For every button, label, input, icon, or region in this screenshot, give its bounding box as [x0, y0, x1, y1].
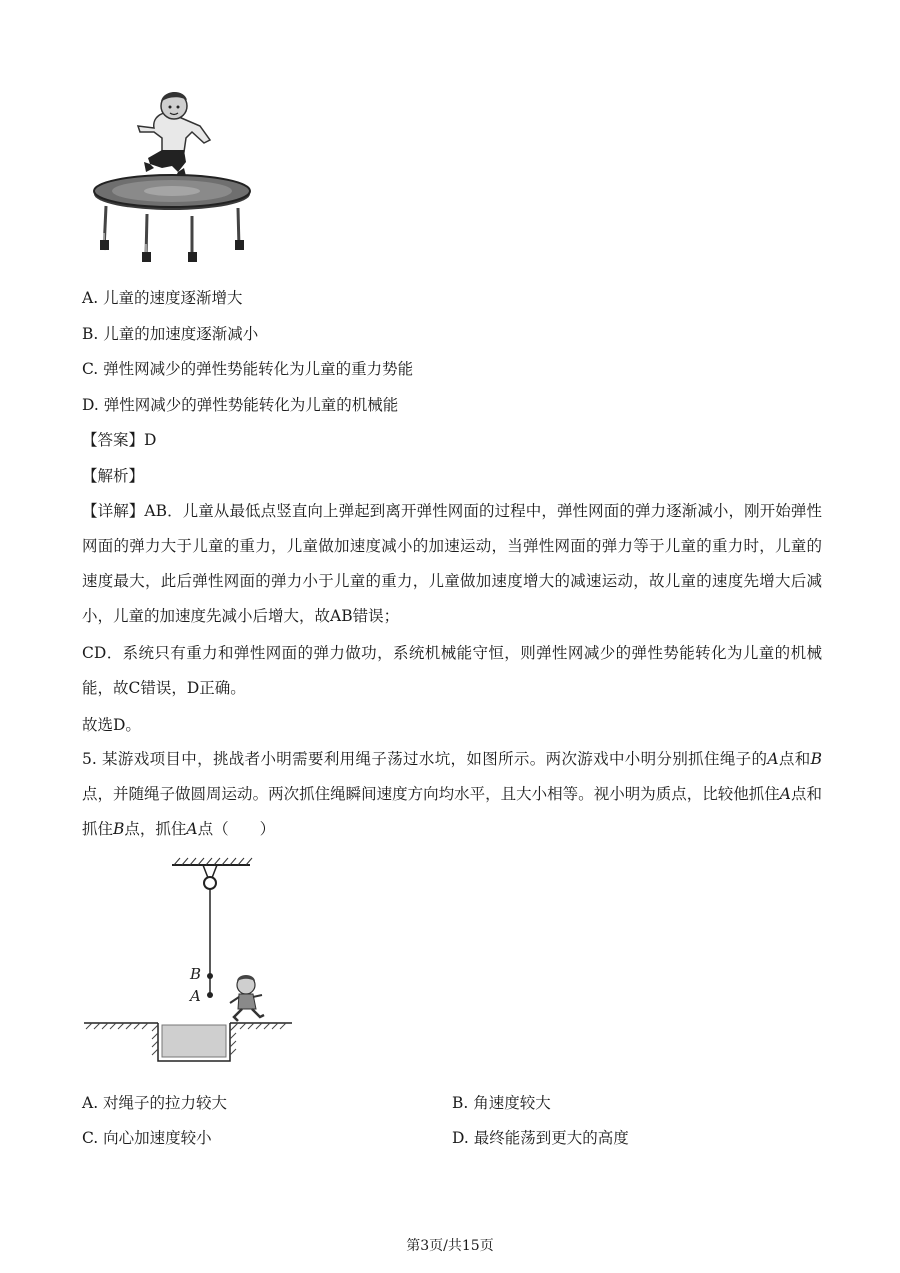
- option-b: B. 儿童的加速度逐渐减小: [82, 325, 259, 343]
- q5-option-b: B. 角速度较大: [452, 1094, 551, 1112]
- conclusion: 故选D。: [82, 716, 141, 734]
- option-c: C. 弹性网减少的弹性势能转化为儿童的重力势能: [82, 360, 414, 378]
- label-b: B: [190, 965, 202, 983]
- detail-cd: CD．系统只有重力和弹性网面的弹力做功，系统机械能守恒，则弹性网减少的弹性势能转化为儿童的机械能，故C错误，D正确。: [82, 644, 822, 697]
- rope-swing-figure: [82, 855, 296, 1065]
- option-a: A. 儿童的速度逐渐增大: [82, 289, 243, 307]
- label-a: A: [190, 987, 201, 1005]
- q5-option-c: C. 向心加速度较小: [82, 1129, 212, 1147]
- option-d: D. 弹性网减少的弹性势能转化为儿童的机械能: [82, 396, 399, 414]
- answer: 【答案】D: [82, 431, 157, 449]
- question-5-stem: 5. 某游戏项目中，挑战者小明需要利用绳子荡过水坑，如图所示。两次游戏中小明分别抓住绳子的A点和B点，并随绳子做圆周运动。两次抓住绳瞬间速度方向均水平，且大小相等。视小明为质点，比较他抓住A点和抓住B点，抓住A点（ ）: [82, 750, 822, 838]
- trampoline-child-figure: [92, 88, 262, 270]
- page-number: 第3页/共15页: [406, 1238, 494, 1254]
- q5-option-d: D. 最终能荡到更大的高度: [452, 1129, 629, 1147]
- q5-option-a: A. 对绳子的拉力较大: [82, 1094, 228, 1112]
- analysis-heading: 【解析】: [82, 467, 145, 485]
- detail-ab: 【详解】AB．儿童从最低点竖直向上弹起到离开弹性网面的过程中，弹性网面的弹力逐渐减小，刚开始弹性网面的弹力大于儿童的重力，儿童做加速度减小的加速运动，当弹性网面的弹力等于儿童的重力时，儿童的速度最大，此后弹性网面的弹力小于儿童的重力，儿童做加速度增大的减速运动，故儿童的速度先增大后减小，儿童的加速度先减小后增大，故AB错误；: [82, 502, 822, 625]
